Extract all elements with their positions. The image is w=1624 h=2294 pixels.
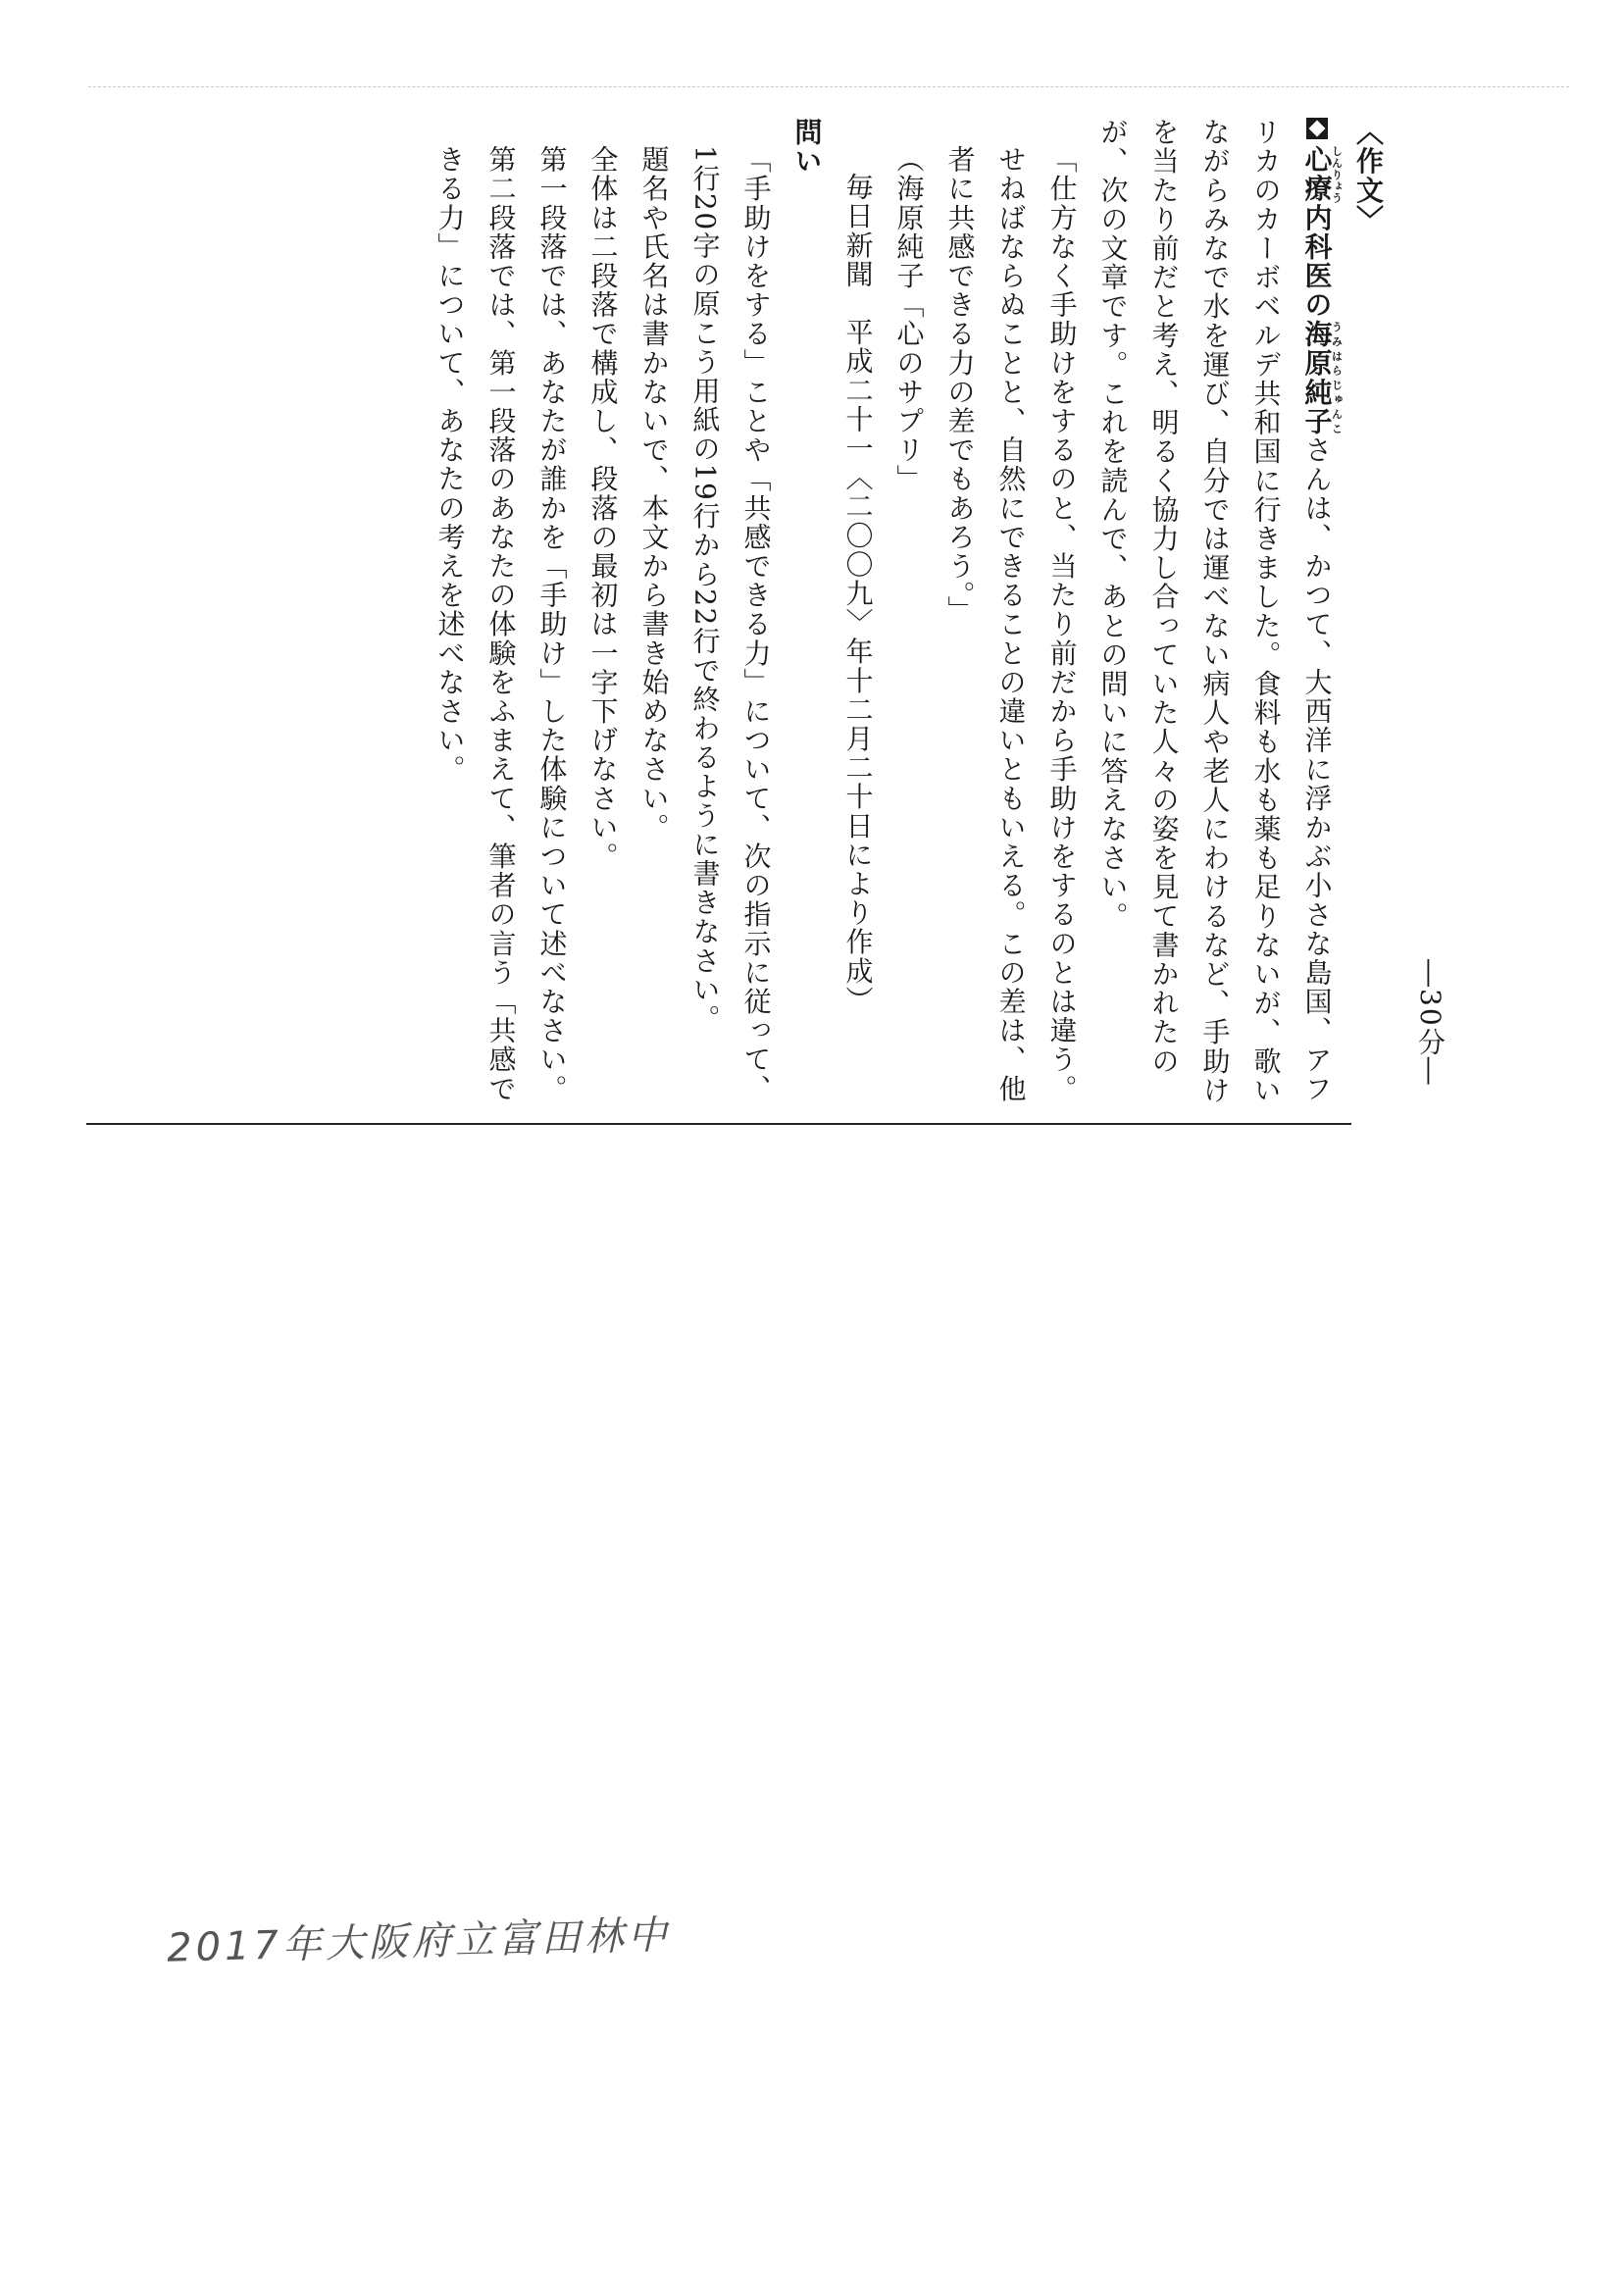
question-intro: 「手助けをする」ことや「共感できる力」について、次の指示に従って、1行20字の原こう用紙の19行から22行で終わるように書きなさい。 [688, 145, 773, 1103]
intro-lead: 心療しんりょう内科医の海原純子うみはらじゅんこ [1300, 145, 1344, 436]
source-text: （海原純子「心のサプリ」 [892, 145, 926, 494]
instruction-4: 第二段落では、第一段落のあなたの体験をふまえて、筆者の言う「共感できる力」について、あなたの考えを述べなさい。 [433, 145, 518, 1103]
quote-text: 「仕方なく手助けをするのと、当たり前だから手助けをするのとは違う。せねばならぬことと、自然にできることの違いともいえる。この差は、他者に共感できる力の差でもあろう。」 [943, 145, 1079, 1103]
diamond-icon [1306, 118, 1328, 139]
exam-passage [425, 118, 1395, 1108]
instruction-1: 題名や氏名は書かないで、本文から書き始めなさい。 [637, 145, 671, 842]
time-limit: ―30分― [1414, 959, 1446, 1087]
handwritten-note: 2017年大阪府立富田林中 [166, 1912, 672, 1971]
intro-text: さんは、かつて、大西洋に浮かぶ小さな島国、アフリカのカーボベルデ共和国に行きました。食料も水も薬も足りないが、歌いながらみなで水を運び、自分では運べない病人や老人にわけるなど、手助けを当たり前だと考え、明るく協力し合っていた人々の姿を見て書かれたのが、次の文章です。これを読んで、あとの問いに答えなさい。 [1096, 118, 1334, 1105]
instruction-2: 全体は二段落で構成し、段落の最初は一字下げなさい。 [586, 145, 620, 871]
source-date: 毎日新聞 平成二十一〈二〇〇九〉年十二月二十日により作成） [841, 173, 875, 1015]
intro-paragraph [1088, 118, 1344, 1108]
instruction-3: 第一段落では、あなたが誰かを「手助け」した体験について述べなさい。 [535, 145, 569, 1103]
bottom-divider [86, 1123, 1351, 1125]
section-title: 〈作文〉 [1352, 118, 1385, 234]
question-heading: 問い [790, 118, 824, 177]
top-divider [88, 86, 1569, 87]
